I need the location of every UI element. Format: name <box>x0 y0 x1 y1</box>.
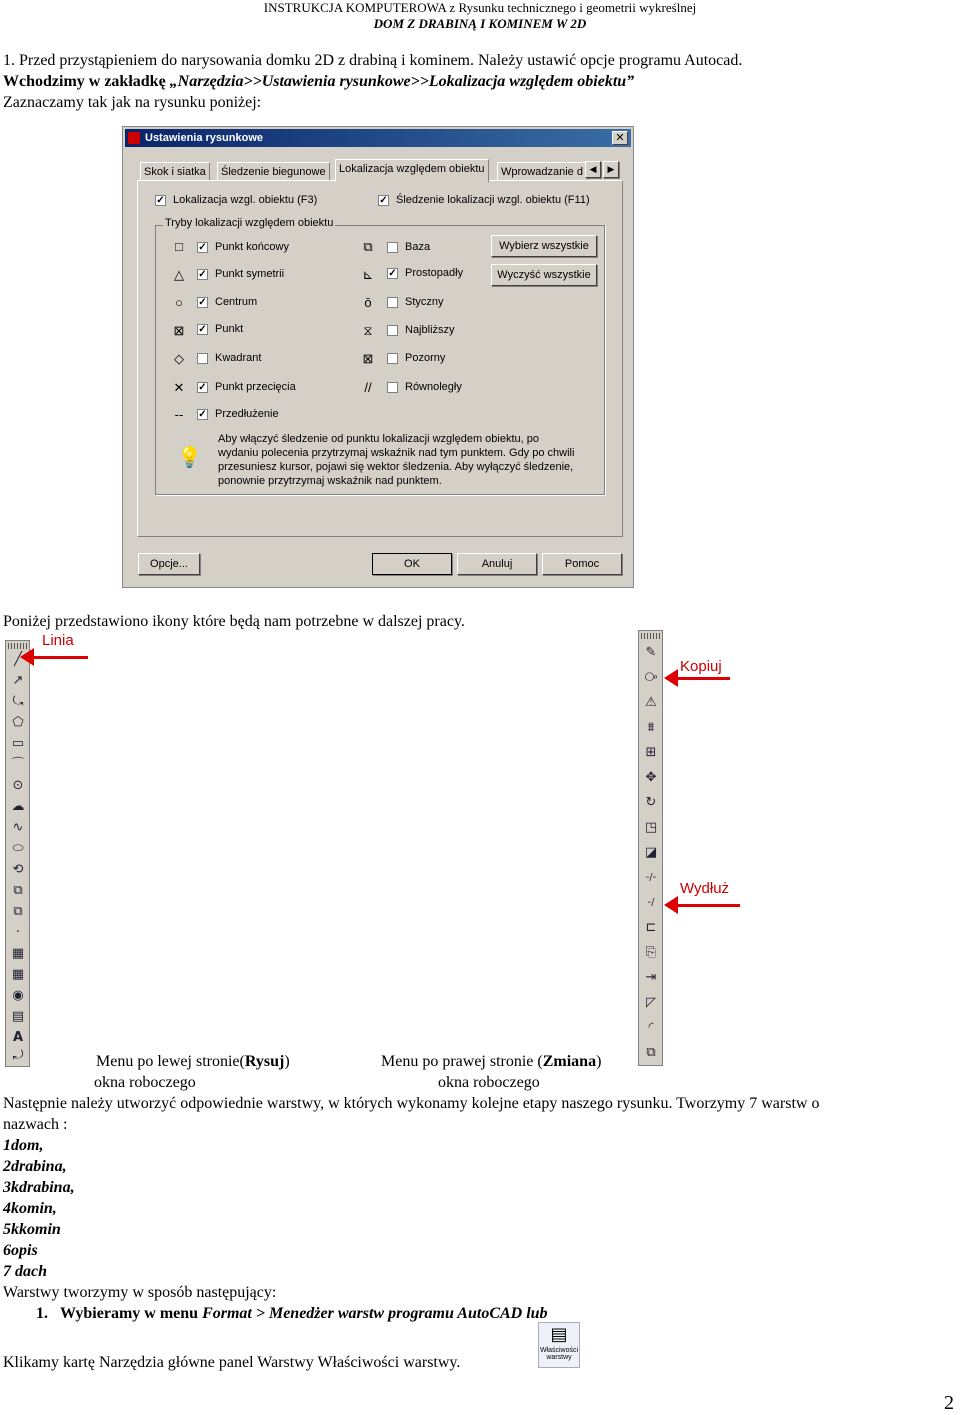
make-block-icon[interactable]: ⧉ <box>13 904 23 919</box>
quadrant-label: Kwadrant <box>215 352 262 364</box>
explode-icon[interactable]: ⧉ <box>646 1045 656 1060</box>
layer-name: 6opis <box>3 1242 38 1259</box>
modify-menu-caption-line2: okna roboczego <box>438 1074 540 1091</box>
close-button[interactable]: ✕ <box>612 131 628 145</box>
intersection-icon: ✕ <box>173 380 185 395</box>
copy-icon[interactable]: ⧂ <box>644 670 658 685</box>
midpoint-label: Punkt symetrii <box>215 268 285 280</box>
header-line1: INSTRUKCJA KOMPUTEROWA z Rysunku technicznego i geometrii wykreślnej <box>263 0 697 15</box>
extension-label: Przedłużenie <box>215 408 279 420</box>
add-selected-icon[interactable]: ⤾ <box>12 1048 24 1063</box>
move-icon[interactable]: ✥ <box>645 770 657 785</box>
apparent-intersection-checkbox[interactable] <box>387 353 398 364</box>
extend-icon[interactable]: -/ <box>647 897 655 908</box>
doc-header <box>0 0 960 32</box>
parallel-label: Równoległy <box>405 381 462 393</box>
lightbulb-icon: 💡 <box>177 447 202 469</box>
layers-intro-line2: nazwach : <box>3 1116 68 1133</box>
copy-callout: Kopiuj <box>680 658 722 675</box>
mirror-icon[interactable]: ⚠ <box>645 695 657 710</box>
line-icon[interactable]: ╱ <box>14 652 22 667</box>
parallel-checkbox[interactable] <box>387 382 398 393</box>
layer-properties-label: Właściwości warstwy <box>539 1347 579 1361</box>
header-line2: DOM Z DRABINĄ I KOMINEM W 2D <box>373 16 587 31</box>
perpendicular-icon: ⊾ <box>362 267 374 282</box>
array-icon[interactable]: ⊞ <box>645 745 657 760</box>
tracking-info-text: Aby włączyć śledzenie od punktu lokalizacji względem obiektu, po wydaniu polecenia przytrzymaj wskaźnik nad tym punktem. Gdy po chwili przesuniesz kursor, pojawi się wektor śledzenia. Aby wyłączyć śledzenie, ponownie przytrzymaj wskaźnik nad punktem. <box>218 433 575 487</box>
layer-name: 7 dach <box>3 1263 47 1280</box>
layer-name: 3kdrabina, <box>3 1179 75 1196</box>
otrack-on-checkbox[interactable]: ✓ <box>379 195 388 206</box>
nearest-icon: ⧖ <box>363 323 373 338</box>
nearest-label: Najbliższy <box>405 324 455 336</box>
construction-line-icon[interactable]: ↗ <box>12 673 24 688</box>
tab-dynamic-input[interactable]: Wprowadzanie d <box>497 162 589 181</box>
intro-line2 <box>3 71 634 92</box>
layer-name: 2drabina, <box>3 1158 67 1175</box>
autocad-logo-icon <box>128 132 140 144</box>
step-1 <box>36 1303 548 1324</box>
tab-object-snap[interactable]: Lokalizacja względem obiektu <box>335 159 489 182</box>
dialog-titlebar <box>125 129 631 147</box>
node-icon: ⊠ <box>173 323 185 338</box>
ribbon-instruction: Klikamy kartę Narzędzia główne panel Warstwy Właściwości warstwy. <box>3 1354 461 1371</box>
step-text: Wybieramy w menu <box>60 1305 203 1322</box>
toolbar-grip[interactable] <box>641 633 660 639</box>
revision-cloud-icon[interactable]: ☁ <box>11 799 25 814</box>
polyline-icon[interactable]: ⤿ <box>12 694 24 709</box>
apparent-intersection-icon: ⊠ <box>362 351 374 366</box>
extend-callout: Wydłuż <box>680 880 730 897</box>
draw-menu-caption-line2: okna roboczego <box>94 1074 196 1091</box>
multiline-text-icon[interactable]: A <box>12 1030 24 1045</box>
arc-icon[interactable]: ⌒ <box>11 757 25 772</box>
rectangle-icon[interactable]: ▭ <box>11 736 25 751</box>
ok-button[interactable]: OK <box>372 553 452 575</box>
perpendicular-checkbox[interactable]: ✓ <box>388 268 397 279</box>
ellipse-icon[interactable]: ⬭ <box>12 841 24 856</box>
midpoint-checkbox[interactable]: ✓ <box>198 269 207 280</box>
insertion-icon: ⧉ <box>363 239 373 254</box>
extension-icon: -- <box>174 407 184 422</box>
copy-arrow-icon <box>676 677 730 680</box>
node-checkbox[interactable]: ✓ <box>198 324 207 335</box>
modify-toolbar <box>638 630 663 1066</box>
nearest-checkbox[interactable] <box>387 325 398 336</box>
stretch-icon[interactable]: ◪ <box>644 845 658 860</box>
step-path: Format > Menedżer warstw programu AutoCAD lub <box>202 1305 548 1322</box>
layer-name: 5kkomin <box>3 1221 61 1238</box>
endpoint-label: Punkt końcowy <box>215 241 289 253</box>
intro-line3: Zaznaczamy tak jak na rysunku poniżej: <box>3 94 262 111</box>
insert-block-icon[interactable]: ⧉ <box>13 883 23 898</box>
help-button[interactable]: Pomoc <box>542 553 622 575</box>
tab-next-button[interactable]: ▶ <box>603 161 619 178</box>
erase-icon[interactable]: ✎ <box>645 645 657 660</box>
page-number: 2 <box>944 1392 954 1414</box>
point-icon[interactable]: · <box>15 925 21 940</box>
layer-name: 1dom, <box>3 1137 44 1154</box>
intro-path: „Narzędzia>>Ustawienia rysunkowe>>Lokalizacja względem obiektu” <box>169 73 635 90</box>
perpendicular-label: Prostopadły <box>405 267 464 279</box>
extend-arrow-icon <box>676 904 740 907</box>
spline-icon[interactable]: ∿ <box>12 820 24 835</box>
intro-line2-bold: Wchodzimy w zakładkę <box>3 73 170 90</box>
tab-polar-tracking[interactable]: Śledzenie biegunowe <box>217 162 330 181</box>
parallel-icon: // <box>364 380 372 395</box>
cancel-button[interactable]: Anuluj <box>457 553 537 575</box>
intersection-checkbox[interactable]: ✓ <box>198 382 207 393</box>
center-label: Centrum <box>215 296 258 308</box>
select-all-button[interactable]: Wybierz wszystkie <box>491 235 597 257</box>
break-icon[interactable]: ⎘ <box>645 945 657 960</box>
clear-all-button[interactable]: Wyczyść wszystkie <box>491 264 597 286</box>
tangent-label: Styczny <box>405 296 444 308</box>
insertion-label: Baza <box>405 241 431 253</box>
icons-intro: Poniżej przedstawiono ikony które będą nam potrzebne w dalszej pracy. <box>3 613 465 630</box>
otrack-on-label: Śledzenie lokalizacji wzgl. obiektu (F11) <box>396 194 590 206</box>
circle-icon[interactable]: ⊙ <box>12 778 24 793</box>
tab-snap-grid[interactable]: Skok i siatka <box>140 162 210 181</box>
extension-checkbox[interactable]: ✓ <box>198 409 207 420</box>
osnap-on-label: Lokalizacja wzgl. obiektu (F3) <box>173 194 318 206</box>
hatch-icon[interactable]: ▦ <box>11 946 25 961</box>
chamfer-icon[interactable]: ◸ <box>646 995 656 1010</box>
ellipse-arc-icon[interactable]: ⟲ <box>12 862 24 877</box>
layer-stack-icon: ▤ <box>550 1324 568 1345</box>
tangent-checkbox[interactable] <box>387 297 398 308</box>
osnap-on-checkbox[interactable]: ✓ <box>156 195 165 206</box>
endpoint-checkbox[interactable]: ✓ <box>198 242 207 253</box>
join-icon[interactable]: ⇥ <box>645 970 657 985</box>
gradient-icon[interactable]: ▦ <box>11 967 25 982</box>
quadrant-icon: ◇ <box>174 351 184 366</box>
layers-intro: Następnie należy utworzyć odpowiednie warstwy, w których wykonamy kolejne etapy naszego rysunku. Tworzymy 7 warstw o <box>3 1095 820 1112</box>
node-label: Punkt <box>215 323 244 335</box>
tab-prev-button[interactable]: ◀ <box>585 161 601 178</box>
table-icon[interactable]: ▤ <box>11 1009 25 1024</box>
break-at-point-icon[interactable]: ⊏ <box>645 920 657 935</box>
trim-icon[interactable]: -/- <box>645 872 657 883</box>
line-callout: Linia <box>42 632 74 649</box>
snap-modes-title: Tryby lokalizacji względem obiektu <box>165 217 334 229</box>
midpoint-icon: △ <box>174 267 184 282</box>
quadrant-checkbox[interactable] <box>197 353 208 364</box>
step-number: 1. <box>36 1305 48 1322</box>
offset-icon[interactable]: ⩩ <box>647 720 655 735</box>
intro-line1: 1. Przed przystąpieniem do narysowania domku 2D z drabiną i kominem. Należy ustawić opcje programu Autocad. <box>3 52 743 69</box>
tangent-icon: ō <box>364 295 372 310</box>
intersection-label: Punkt przecięcia <box>215 381 296 393</box>
layers-method: Warstwy tworzymy w sposób następujący: <box>3 1284 277 1301</box>
insertion-checkbox[interactable] <box>387 242 398 253</box>
options-button[interactable]: Opcje... <box>138 553 200 575</box>
layer-properties-button[interactable] <box>538 1322 580 1368</box>
layer-name: 4komin, <box>3 1200 57 1217</box>
polygon-icon[interactable]: ⬠ <box>12 715 24 730</box>
apparent-intersection-label: Pozorny <box>405 352 446 364</box>
draw-menu-caption: Menu po lewej stronie(Rysuj) <box>96 1053 290 1070</box>
region-icon[interactable]: ◉ <box>12 988 24 1003</box>
center-checkbox[interactable]: ✓ <box>198 297 207 308</box>
dialog-title: Ustawienia rysunkowe <box>145 132 263 144</box>
endpoint-icon: □ <box>175 239 183 254</box>
line-arrow-icon <box>32 656 88 659</box>
center-icon: ○ <box>175 295 183 310</box>
fillet-icon[interactable]: ◜ <box>648 1020 654 1035</box>
scale-icon[interactable]: ◳ <box>644 820 658 835</box>
modify-menu-caption: Menu po prawej stronie (Zmiana) <box>381 1053 602 1070</box>
draw-toolbar <box>5 640 30 1067</box>
rotate-icon[interactable]: ↻ <box>645 795 657 810</box>
settings-dialog <box>122 126 634 588</box>
